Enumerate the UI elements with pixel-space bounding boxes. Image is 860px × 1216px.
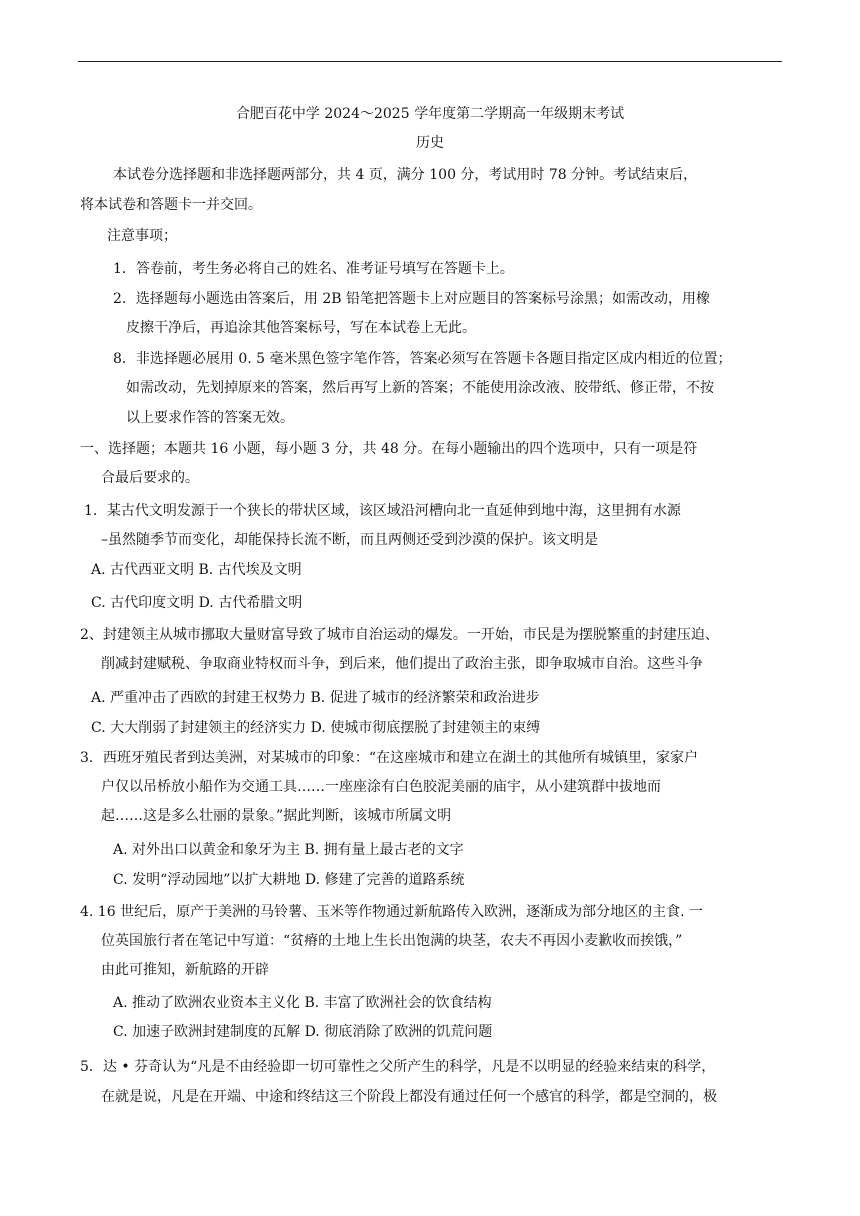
question-3-options-cd: C. 发明“浮动园地”以扩大耕地 D. 修建了完善的道路系统 [113,872,465,888]
question-5-stem-cont: 在就是说，凡是在开端、中途和终结这三个阶段上都没有通过任何一个感官的科学，都是空洞的，极 [101,1089,717,1105]
section-heading: 一、选择题；本题共 16 小题，每小题 3 分，共 48 分。在每小题输出的四个选项中，只有一项是符 [80,441,698,457]
question-5-stem: 5．达 • 芬奇认为“凡是不由经验即一切可靠性之父所产生的科学，凡是不以明显的经验来结束的科学， [80,1059,716,1075]
question-4-stem-cont: 位英国旅行者在笔记中写道：“贫瘠的土地上生长出饱满的块茎，农夫不再因小麦歉收而挨饿，” [101,933,683,949]
question-2-options-ab: A. 严重冲击了西欧的封建王权势力 B. 促进了城市的经济繁荣和政治进步 [91,690,540,706]
question-2-stem: 2、封建领主从城市挪取大量财富导致了城市自治运动的爆发。一开始，市民是为摆脱繁重的封建压迫、 [80,627,719,643]
notice-item-3: 8．非选择题必展用 0. 5 毫米黑色签字笔作答，答案必须写在答题卡各题目指定区成内相近的位置； [113,351,732,367]
question-1-options-cd: C. 古代印度文明 D. 古代希腊文明 [91,595,303,611]
question-2-options-cd: C. 大大削弱了封建领主的经济实力 D. 使城市彻底摆脱了封建领主的束缚 [91,720,541,736]
question-3-stem: 3．西班牙殖民者到达美洲，对某城市的印象：“在这座城市和建立在湖土的其他所有城镇里，家家户 [80,750,699,766]
question-3-options-ab: A. 对外出口以黄金和象牙为主 B. 拥有量上最古老的文字 [113,842,464,858]
question-1-options-ab: A. 古代西亚文明 B. 古代埃及文明 [91,562,302,578]
question-3-stem-cont-2: 起……这是多么壮丽的景象。”据此判断，该城市所属文明 [101,808,452,824]
exam-subject: 历史 [416,135,444,151]
notice-title: 注意事项； [107,228,177,244]
notice-item-3-cont: 如需改动，先划掉原来的答案，然后再写上新的答案；不能使用涂改液、胶带纸、修正带，不按 [126,380,714,396]
question-4-stem-cont-2: 由此可推知，新航路的开辟 [101,962,269,978]
question-2-stem-cont: 削减封建赋税、争取商业特权而斗争，到后来，他们提出了政治主张，即争取城市自治。这些斗争 [101,656,703,672]
notice-item-2-cont: 皮擦干净后，再追涂其他答案标号，写在本试卷上无此。 [126,320,476,336]
header-rule [78,61,782,62]
question-4-options-cd: C. 加速子欧洲封建制度的瓦解 D. 彻底消除了欧洲的饥荒问题 [113,1024,493,1040]
question-1-stem: 1．某古代文明发源于一个狭长的带状区域，该区域沿河槽向北一直延伸到地中海，这里拥有水源 [84,503,681,519]
intro-line-2: 将本试卷和答题卡一并交回。 [80,197,262,213]
notice-item-3-cont-2: 以上要求作答的答案无效。 [126,410,294,426]
intro-line-1: 本试卷分选择题和非选择题两部分，共 4 页，满分 100 分，考试用时 78 分钟。考试结束后， [113,167,698,183]
notice-item-2: 2．选择题每小题选由答案后，用 2B 铅笔把答题卡上对应题目的答案标号涂黑；如需改动，用橡 [113,291,711,307]
question-3-stem-cont: 户仅以吊桥放小船作为交通工具……一座座涂有白色胶泥美丽的庙宇，从小建筑群中拔地而 [101,779,661,795]
exam-title: 合肥百花中学 2024～2025 学年度第二学期高一年级期末考试 [235,106,625,122]
notice-item-1: 1．答卷前，考生务必将自己的姓名、准考证号填写在答题卡上。 [113,261,514,277]
question-1-stem-cont: –虽然随季节而变化，却能保持长流不断，而且两侧还受到沙漠的保护。该文明是 [101,532,598,548]
question-4-stem: 4. 16 世纪后，原产于美洲的马铃薯、玉米等作物通过新航路传入欧洲，逐渐成为部分地区的主食. 一 [80,904,703,920]
question-4-options-ab: A. 推动了欧洲农业资本主义化 B. 丰富了欧洲社会的饮食结构 [113,995,492,1011]
section-heading-cont: 合最后要求的。 [101,470,199,486]
